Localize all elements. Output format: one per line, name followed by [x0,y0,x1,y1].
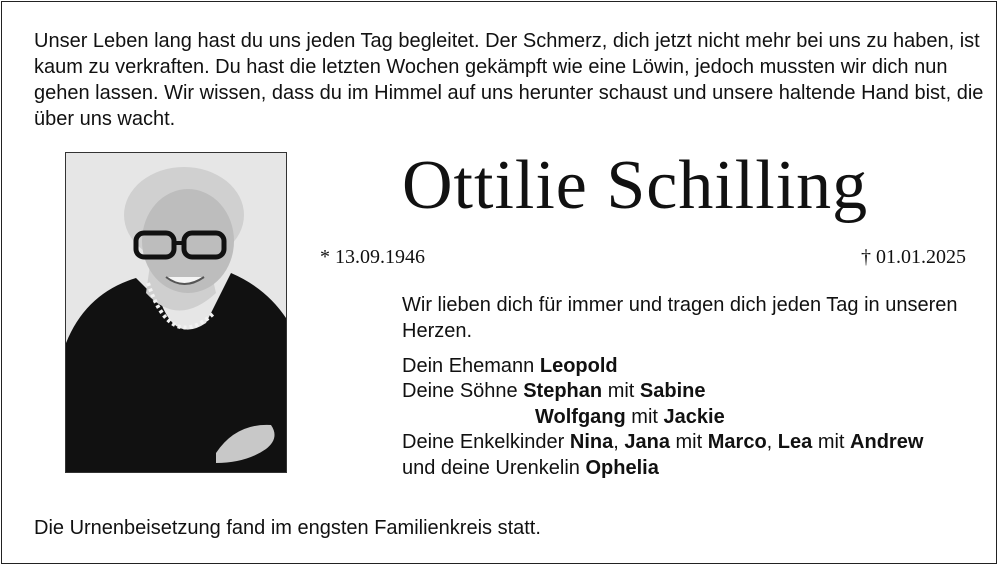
grandchild2-partner: Marco [707,431,767,454]
family-row-husband [402,354,992,379]
grandchild3-partner: Andrew [850,431,924,454]
greatgrand-name: Ophelia [585,456,659,479]
son2-with: mit [631,405,658,428]
separator: , [613,431,619,454]
husband-name: Leopold [539,355,618,377]
husband-prefix: Dein Ehemann [402,355,535,377]
grandchild3-name: Lea [777,431,813,454]
son1-with: mit [607,380,635,403]
death-date: † 01.01.2025 [861,246,966,268]
intro-text: Unser Leben lang hast du uns jeden Tag begleitet. Der Schmerz, dich jetzt nicht mehr bei uns zu haben, ist kaum zu verkraften. Du hast die letzten Wochen gekämpft wie eine Löwin, jedoch mussten wir dich nun gehen lassen. Wir wissen, dass du im Himmel auf uns herunter schaust und unsere haltende Hand bist, die über uns wacht. [34,30,984,130]
grandchild3-with: mit [817,431,845,454]
family-row-grandchildren [402,430,992,455]
family-row-son2 [402,405,992,430]
deceased-name: Ottilie Schilling [402,147,869,224]
sons-prefix: Deine Söhne [402,380,518,403]
love-text: Wir lieben dich für immer und tragen dich jeden Tag in unseren Herzen. [402,294,958,342]
family-list [402,354,992,481]
son2-name: Wolfgang [535,405,626,428]
birth-date: * 13.09.1946 [320,246,425,268]
family-row-greatgrandchild [402,456,992,481]
son1-name: Stephan [523,380,603,403]
grandchild2-name: Jana [624,431,670,454]
separator: , [766,431,773,454]
grandchild1-name: Nina [569,431,614,454]
portrait-photo [65,152,287,473]
grandchild2-with: mit [675,431,703,454]
closing-text: Die Urnenbeisetzung fand im engsten Familienkreis statt. [34,517,541,539]
grandchildren-prefix: Deine Enkelkinder [402,431,565,454]
son1-partner: Sabine [639,380,706,403]
son2-partner: Jackie [663,405,725,428]
family-row-sons [402,379,992,404]
greatgrand-prefix: und deine Urenkelin [402,456,580,479]
